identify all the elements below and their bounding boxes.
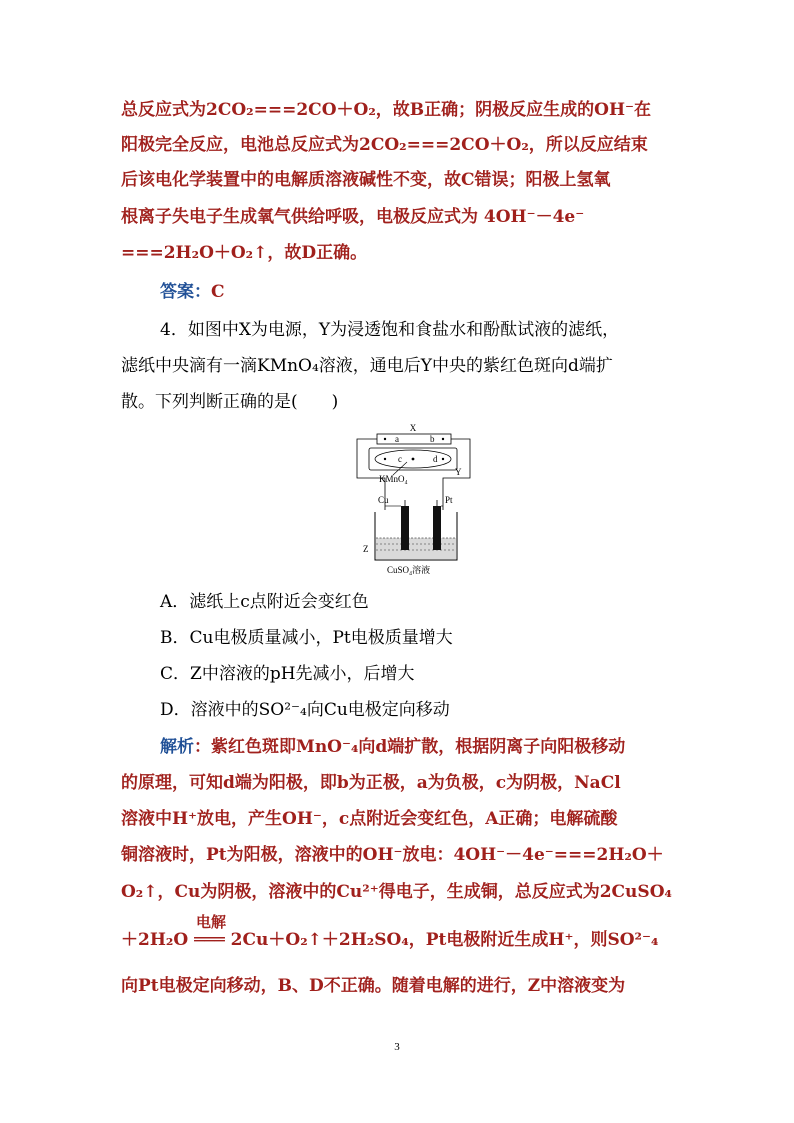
analysis-line-5: ===2H₂O＋O₂↑，故D正确。 (121, 243, 368, 263)
analysis-label: 解析 (160, 737, 194, 757)
option-a: A．滤纸上c点附近会变红色 (160, 592, 369, 612)
question-line-3: 散。下列判断正确的是( ) (121, 392, 339, 412)
page-number: 3 (394, 1041, 400, 1053)
label-b: b (430, 434, 435, 444)
question-line-1: 4．如图中X为电源，Y为浸透饱和食盐水和酚酞试液的滤纸， (160, 320, 620, 340)
label-kmno4: KMnO₄ (379, 474, 408, 484)
label-d: d (433, 454, 438, 464)
analysis-text-1: ：紫红色斑即MnO⁻₄向d端扩散，根据阴离子向阳极移动 (194, 737, 626, 757)
analysis-text-5: O₂↑，Cu为阴极，溶液中的Cu²⁺得电子，生成铜，总反应式为2CuSO₄ (121, 882, 672, 902)
pt-electrode (433, 506, 441, 550)
analysis-text-2: 的原理，可知d端为阳极，即b为正极，a为负极，c为阴极，NaCl (121, 773, 621, 793)
power-source-box (377, 434, 451, 444)
label-y: Y (455, 467, 462, 477)
label-cu: Cu (378, 495, 389, 505)
label-c: c (398, 454, 402, 464)
analysis-row-1 (160, 735, 625, 759)
label-z: Z (363, 544, 369, 554)
answer-label: 答案： (160, 282, 211, 302)
electrolysis-diagram (345, 420, 480, 580)
option-c: C．Z中溶液的pH先减小，后增大 (160, 664, 415, 684)
analysis-line-3: 后该电化学装置中的电解质溶液碱性不变，故C错误；阳极上氢氧 (121, 170, 611, 190)
cu-electrode (401, 506, 409, 550)
analysis-text-3: 溶液中H⁺放电，产生OH⁻，c点附近会变红色，A正确；电解硫酸 (121, 809, 618, 829)
analysis-line-4: 根离子失电子生成氧气供给呼吸，电极反应式为 4OH⁻－4e⁻ (121, 207, 585, 227)
option-d: D．溶液中的SO²⁻₄向Cu电极定向移动 (160, 700, 450, 720)
answer-row (160, 280, 225, 304)
answer-value: C (211, 282, 225, 302)
option-b: B．Cu电极质量减小，Pt电极质量增大 (160, 628, 453, 648)
electrolysis-condition: 电解 (196, 913, 227, 931)
analysis-line-1: 总反应式为2CO₂===2CO＋O₂，故B正确；阴极反应生成的OH⁻在 (121, 100, 651, 120)
analysis-line-2: 阳极完全反应，电池总反应式为2CO₂===2CO＋O₂，所以反应结束 (121, 135, 648, 155)
question-line-2: 滤纸中央滴有一滴KMnO₄溶液，通电后Y中央的紫红色斑向d端扩 (121, 356, 613, 376)
analysis-text-4: 铜溶液时，Pt为阳极，溶液中的OH⁻放电：4OH⁻－4e⁻===2H₂O＋ (121, 845, 664, 865)
label-a: a (395, 434, 399, 444)
analysis-text-6: ＋2H₂O ═══ 2Cu＋O₂↑＋2H₂SO₄，Pt电极附近生成H⁺，则SO²⁻₄ (121, 930, 659, 950)
label-x: X (409, 423, 417, 433)
label-pt: Pt (445, 495, 453, 505)
label-cuso4: CuSO₄溶液 (387, 565, 431, 575)
analysis-text-7: 向Pt电极定向移动，B、D不正确。随着电解的进行，Z中溶液变为 (121, 976, 626, 996)
